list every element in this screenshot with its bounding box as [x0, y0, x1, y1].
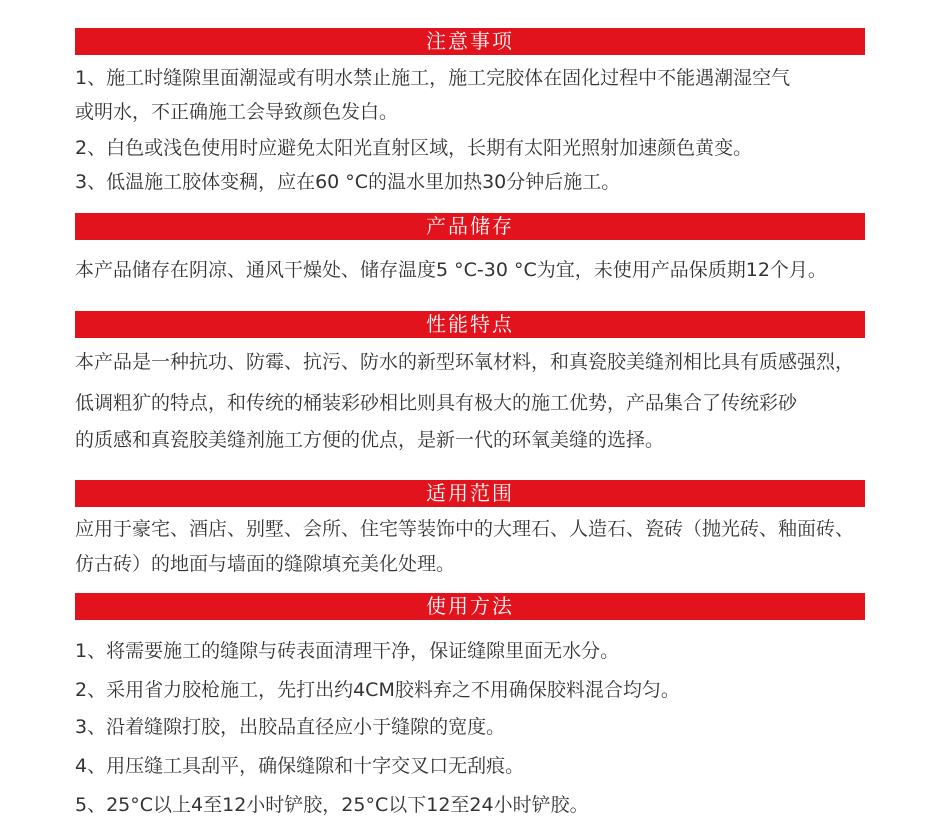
usage-step: 3、沿着缝隙打胶，出胶品直径应小于缝隙的宽度。 [75, 716, 506, 738]
precaution-line: 2、白色或浅色使用时应避免太阳光直射区域，长期有太阳光照射加速颜色黄变。 [75, 137, 753, 159]
section-title-applications: 适用范围 [75, 480, 865, 507]
precaution-line: 或明水，不正确施工会导致颜色发白。 [75, 101, 399, 123]
precaution-line: 3、低温施工胶体变稠，应在60 °C的温水里加热30分钟后施工。 [75, 171, 621, 193]
section-title-precautions: 注意事项 [75, 28, 865, 55]
section-title-usage: 使用方法 [75, 593, 865, 620]
features-line: 的质感和真瓷胶美缝剂施工方便的优点，是新一代的环氧美缝的选择。 [75, 429, 665, 451]
precaution-line: 1、施工时缝隙里面潮湿或有明水禁止施工，施工完胶体在固化过程中不能遇潮湿空气 [75, 67, 791, 89]
usage-step: 2、采用省力胶枪施工，先打出约4CM胶料弃之不用确保胶料混合均匀。 [75, 679, 680, 701]
features-line: 本产品是一种抗功、防霉、抗污、防水的新型环氧材料，和真瓷胶美缝剂相比具有质感强烈， [75, 351, 855, 373]
usage-step: 1、将需要施工的缝隙与砖表面清理干净，保证缝隙里面无水分。 [75, 640, 620, 662]
storage-line: 本产品储存在阴凉、通风干燥处、储存温度5 °C-30 °C为宜，未使用产品保质期12个月。 [75, 259, 827, 281]
usage-step: 5、25°C以上4至12小时铲胶，25°C以下12至24小时铲胶。 [75, 794, 589, 816]
section-title-features: 性能特点 [75, 311, 865, 338]
section-title-storage: 产品储存 [75, 213, 865, 240]
application-line: 应用于豪宅、酒店、别墅、会所、住宅等装饰中的大理石、人造石、瓷砖（抛光砖、釉面砖、 [75, 518, 855, 540]
application-line: 仿古砖）的地面与墙面的缝隙填充美化处理。 [75, 553, 456, 575]
usage-step: 4、用压缝工具刮平，确保缝隙和十字交叉口无刮痕。 [75, 755, 525, 777]
features-line: 低调粗犷的特点，和传统的桶装彩砂相比则具有极大的施工优势，产品集合了传统彩砂 [75, 392, 798, 414]
